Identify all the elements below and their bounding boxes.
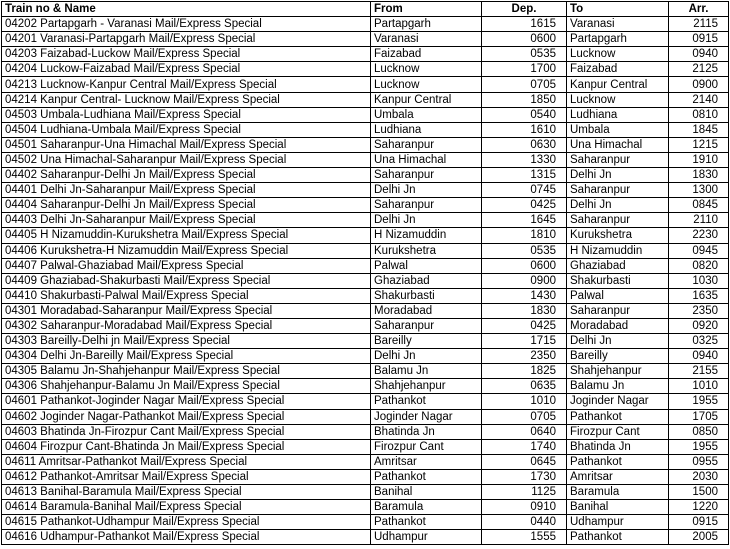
from-cell: Delhi Jn [371, 183, 482, 198]
to-cell: Baramula [567, 485, 669, 500]
from-cell: Ludhiana [371, 122, 482, 137]
departure-cell: 0600 [482, 258, 567, 273]
departure-cell: 1850 [482, 92, 567, 107]
arrival-cell: 0810 [669, 107, 729, 122]
departure-cell: 0600 [482, 32, 567, 47]
departure-cell: 1740 [482, 439, 567, 454]
arrival-cell: 0900 [669, 77, 729, 92]
table-row [2, 349, 729, 364]
train-name-cell: 04402 Saharanpur-Delhi Jn Mail/Express Special [2, 168, 371, 183]
table-row [2, 183, 729, 198]
arrival-cell: 2140 [669, 92, 729, 107]
train-name-cell: 04616 Udhampur-Pathankot Mail/Express Special [2, 530, 371, 545]
train-name-cell: 04214 Kanpur Central- Lucknow Mail/Express Special [2, 92, 371, 107]
to-cell: Pathankot [567, 409, 669, 424]
train-name-cell: 04502 Una Himachal-Saharanpur Mail/Express Special [2, 152, 371, 167]
arrival-cell: 1220 [669, 500, 729, 515]
arrival-cell: 1830 [669, 168, 729, 183]
arrival-cell: 1300 [669, 183, 729, 198]
to-cell: Saharanpur [567, 152, 669, 167]
table-row [2, 243, 729, 258]
to-cell: Balamu Jn [567, 379, 669, 394]
train-name-cell: 04503 Umbala-Ludhiana Mail/Express Special [2, 107, 371, 122]
train-name-cell: 04404 Saharanpur-Delhi Jn Mail/Express Special [2, 198, 371, 213]
to-cell: Delhi Jn [567, 198, 669, 213]
table-row [2, 92, 729, 107]
table-row [2, 424, 729, 439]
departure-cell: 1315 [482, 168, 567, 183]
train-name-cell: 04405 H Nizamuddin-Kurukshetra Mail/Express Special [2, 228, 371, 243]
arrival-cell: 0920 [669, 318, 729, 333]
arrival-cell: 1955 [669, 439, 729, 454]
to-cell: Bareilly [567, 349, 669, 364]
to-cell: Amritsar [567, 469, 669, 484]
header-to: To [567, 2, 669, 17]
from-cell: Banihal [371, 485, 482, 500]
table-row [2, 258, 729, 273]
from-cell: Saharanpur [371, 318, 482, 333]
table-row [2, 515, 729, 530]
from-cell: Joginder Nagar [371, 409, 482, 424]
table-row [2, 198, 729, 213]
table-row [2, 469, 729, 484]
to-cell: Faizabad [567, 62, 669, 77]
arrival-cell: 0945 [669, 243, 729, 258]
departure-cell: 1730 [482, 469, 567, 484]
from-cell: Balamu Jn [371, 364, 482, 379]
arrival-cell: 2350 [669, 303, 729, 318]
to-cell: Kanpur Central [567, 77, 669, 92]
table-row [2, 122, 729, 137]
train-name-cell: 04203 Faizabad-Luckow Mail/Express Special [2, 47, 371, 62]
to-cell: Banihal [567, 500, 669, 515]
arrival-cell: 0850 [669, 424, 729, 439]
from-cell: Umbala [371, 107, 482, 122]
from-cell: Faizabad [371, 47, 482, 62]
table-row [2, 213, 729, 228]
arrival-cell: 0820 [669, 258, 729, 273]
to-cell: Saharanpur [567, 213, 669, 228]
arrival-cell: 2110 [669, 213, 729, 228]
from-cell: Saharanpur [371, 198, 482, 213]
arrival-cell: 1705 [669, 409, 729, 424]
to-cell: Varanasi [567, 17, 669, 32]
train-name-cell: 04306 Shahjehanpur-Balamu Jn Mail/Express Special [2, 379, 371, 394]
arrival-cell: 1955 [669, 394, 729, 409]
from-cell: Shahjehanpur [371, 379, 482, 394]
departure-cell: 1830 [482, 303, 567, 318]
from-cell: Moradabad [371, 303, 482, 318]
arrival-cell: 2005 [669, 530, 729, 545]
train-name-cell: 04305 Balamu Jn-Shahjehanpur Mail/Express Special [2, 364, 371, 379]
to-cell: Delhi Jn [567, 334, 669, 349]
departure-cell: 1555 [482, 530, 567, 545]
to-cell: Ghaziabad [567, 258, 669, 273]
train-name-cell: 04407 Palwal-Ghaziabad Mail/Express Special [2, 258, 371, 273]
departure-cell: 0440 [482, 515, 567, 530]
from-cell: Firozpur Cant [371, 439, 482, 454]
arrival-cell: 1635 [669, 288, 729, 303]
to-cell: Bhatinda Jn [567, 439, 669, 454]
from-cell: Una Himachal [371, 152, 482, 167]
train-schedule-table [1, 1, 729, 545]
to-cell: Palwal [567, 288, 669, 303]
train-name-cell: 04611 Amritsar-Pathankot Mail/Express Special [2, 454, 371, 469]
departure-cell: 0645 [482, 454, 567, 469]
from-cell: Baramula [371, 500, 482, 515]
arrival-cell: 0915 [669, 32, 729, 47]
header-from: From [371, 2, 482, 17]
departure-cell: 1700 [482, 62, 567, 77]
train-name-cell: 04410 Shakurbasti-Palwal Mail/Express Special [2, 288, 371, 303]
from-cell: Delhi Jn [371, 213, 482, 228]
arrival-cell: 0955 [669, 454, 729, 469]
train-name-cell: 04409 Ghaziabad-Shakurbasti Mail/Express Special [2, 273, 371, 288]
train-name-cell: 04303 Bareilly-Delhi jn Mail/Express Special [2, 334, 371, 349]
departure-cell: 0540 [482, 107, 567, 122]
departure-cell: 0910 [482, 500, 567, 515]
departure-cell: 1825 [482, 364, 567, 379]
train-name-cell: 04614 Baramula-Banihal Mail/Express Special [2, 500, 371, 515]
arrival-cell: 0915 [669, 515, 729, 530]
table-row [2, 62, 729, 77]
departure-cell: 1125 [482, 485, 567, 500]
train-name-cell: 04602 Joginder Nagar-Pathankot Mail/Express Special [2, 409, 371, 424]
departure-cell: 0900 [482, 273, 567, 288]
arrival-cell: 2030 [669, 469, 729, 484]
departure-cell: 0745 [482, 183, 567, 198]
table-row [2, 303, 729, 318]
to-cell: Umbala [567, 122, 669, 137]
departure-cell: 1010 [482, 394, 567, 409]
to-cell: Pathankot [567, 454, 669, 469]
from-cell: Kanpur Central [371, 92, 482, 107]
table-header-row [2, 2, 729, 17]
to-cell: Firozpur Cant [567, 424, 669, 439]
train-name-cell: 04202 Partapgarh - Varanasi Mail/Express Special [2, 17, 371, 32]
arrival-cell: 0845 [669, 198, 729, 213]
table-row [2, 409, 729, 424]
from-cell: Udhampur [371, 530, 482, 545]
arrival-cell: 1010 [669, 379, 729, 394]
from-cell: Bhatinda Jn [371, 424, 482, 439]
table-row [2, 454, 729, 469]
table-row [2, 77, 729, 92]
arrival-cell: 1215 [669, 137, 729, 152]
table-row [2, 228, 729, 243]
arrival-cell: 2115 [669, 17, 729, 32]
table-row [2, 364, 729, 379]
train-name-cell: 04612 Pathankot-Amritsar Mail/Express Special [2, 469, 371, 484]
to-cell: H Nizamuddin [567, 243, 669, 258]
train-name-cell: 04201 Varanasi-Partapgarh Mail/Express Special [2, 32, 371, 47]
arrival-cell: 2125 [669, 62, 729, 77]
arrival-cell: 1845 [669, 122, 729, 137]
table-body [2, 17, 729, 545]
to-cell: Lucknow [567, 47, 669, 62]
train-name-cell: 04406 Kurukshetra-H Nizamuddin Mail/Express Special [2, 243, 371, 258]
train-name-cell: 04613 Banihal-Baramula Mail/Express Special [2, 485, 371, 500]
table-row [2, 273, 729, 288]
from-cell: Kurukshetra [371, 243, 482, 258]
train-name-cell: 04401 Delhi Jn-Saharanpur Mail/Express Special [2, 183, 371, 198]
table-row [2, 379, 729, 394]
to-cell: Pathankot [567, 530, 669, 545]
from-cell: Saharanpur [371, 168, 482, 183]
train-name-cell: 04302 Saharanpur-Moradabad Mail/Express Special [2, 318, 371, 333]
to-cell: Shahjehanpur [567, 364, 669, 379]
departure-cell: 0705 [482, 409, 567, 424]
table-row [2, 485, 729, 500]
from-cell: Partapgarh [371, 17, 482, 32]
train-name-cell: 04601 Pathankot-Joginder Nagar Mail/Express Special [2, 394, 371, 409]
train-name-cell: 04204 Luckow-Faizabad Mail/Express Special [2, 62, 371, 77]
arrival-cell: 0940 [669, 47, 729, 62]
table-row [2, 32, 729, 47]
header-train-name: Train no & Name [2, 2, 371, 17]
train-name-cell: 04403 Delhi Jn-Saharanpur Mail/Express Special [2, 213, 371, 228]
table-row [2, 47, 729, 62]
table-row [2, 17, 729, 32]
train-name-cell: 04504 Ludhiana-Umbala Mail/Express Special [2, 122, 371, 137]
table-row [2, 137, 729, 152]
arrival-cell: 0325 [669, 334, 729, 349]
departure-cell: 1715 [482, 334, 567, 349]
table-row [2, 500, 729, 515]
to-cell: Una Himachal [567, 137, 669, 152]
train-name-cell: 04301 Moradabad-Saharanpur Mail/Express Special [2, 303, 371, 318]
from-cell: Ghaziabad [371, 273, 482, 288]
departure-cell: 0425 [482, 318, 567, 333]
to-cell: Ludhiana [567, 107, 669, 122]
arrival-cell: 2230 [669, 228, 729, 243]
train-name-cell: 04213 Lucknow-Kanpur Central Mail/Express Special [2, 77, 371, 92]
table-row [2, 288, 729, 303]
departure-cell: 0640 [482, 424, 567, 439]
header-arrival: Arr. [669, 2, 729, 17]
to-cell: Delhi Jn [567, 168, 669, 183]
from-cell: Bareilly [371, 334, 482, 349]
from-cell: Palwal [371, 258, 482, 273]
departure-cell: 1810 [482, 228, 567, 243]
departure-cell: 1430 [482, 288, 567, 303]
to-cell: Moradabad [567, 318, 669, 333]
table-row [2, 318, 729, 333]
from-cell: H Nizamuddin [371, 228, 482, 243]
to-cell: Joginder Nagar [567, 394, 669, 409]
departure-cell: 0535 [482, 243, 567, 258]
to-cell: Udhampur [567, 515, 669, 530]
departure-cell: 0635 [482, 379, 567, 394]
table-row [2, 152, 729, 167]
departure-cell: 1645 [482, 213, 567, 228]
from-cell: Saharanpur [371, 137, 482, 152]
from-cell: Pathankot [371, 394, 482, 409]
train-name-cell: 04615 Pathankot-Udhampur Mail/Express Special [2, 515, 371, 530]
train-name-cell: 04304 Delhi Jn-Bareilly Mail/Express Special [2, 349, 371, 364]
to-cell: Partapgarh [567, 32, 669, 47]
arrival-cell: 1030 [669, 273, 729, 288]
table-row [2, 530, 729, 545]
to-cell: Lucknow [567, 92, 669, 107]
departure-cell: 2350 [482, 349, 567, 364]
departure-cell: 0425 [482, 198, 567, 213]
from-cell: Pathankot [371, 515, 482, 530]
train-name-cell: 04604 Firozpur Cant-Bhatinda Jn Mail/Express Special [2, 439, 371, 454]
from-cell: Varanasi [371, 32, 482, 47]
header-departure: Dep. [482, 2, 567, 17]
from-cell: Lucknow [371, 77, 482, 92]
to-cell: Kurukshetra [567, 228, 669, 243]
to-cell: Saharanpur [567, 303, 669, 318]
table-row [2, 168, 729, 183]
departure-cell: 0705 [482, 77, 567, 92]
train-name-cell: 04603 Bhatinda Jn-Firozpur Cant Mail/Express Special [2, 424, 371, 439]
departure-cell: 0630 [482, 137, 567, 152]
arrival-cell: 1910 [669, 152, 729, 167]
table-row [2, 107, 729, 122]
table-row [2, 334, 729, 349]
departure-cell: 0535 [482, 47, 567, 62]
table-row [2, 394, 729, 409]
departure-cell: 1610 [482, 122, 567, 137]
from-cell: Delhi Jn [371, 349, 482, 364]
table-row [2, 439, 729, 454]
from-cell: Lucknow [371, 62, 482, 77]
arrival-cell: 1500 [669, 485, 729, 500]
arrival-cell: 0940 [669, 349, 729, 364]
to-cell: Shakurbasti [567, 273, 669, 288]
train-name-cell: 04501 Saharanpur-Una Himachal Mail/Express Special [2, 137, 371, 152]
departure-cell: 1615 [482, 17, 567, 32]
to-cell: Saharanpur [567, 183, 669, 198]
from-cell: Pathankot [371, 469, 482, 484]
departure-cell: 1330 [482, 152, 567, 167]
from-cell: Amritsar [371, 454, 482, 469]
from-cell: Shakurbasti [371, 288, 482, 303]
arrival-cell: 2155 [669, 364, 729, 379]
